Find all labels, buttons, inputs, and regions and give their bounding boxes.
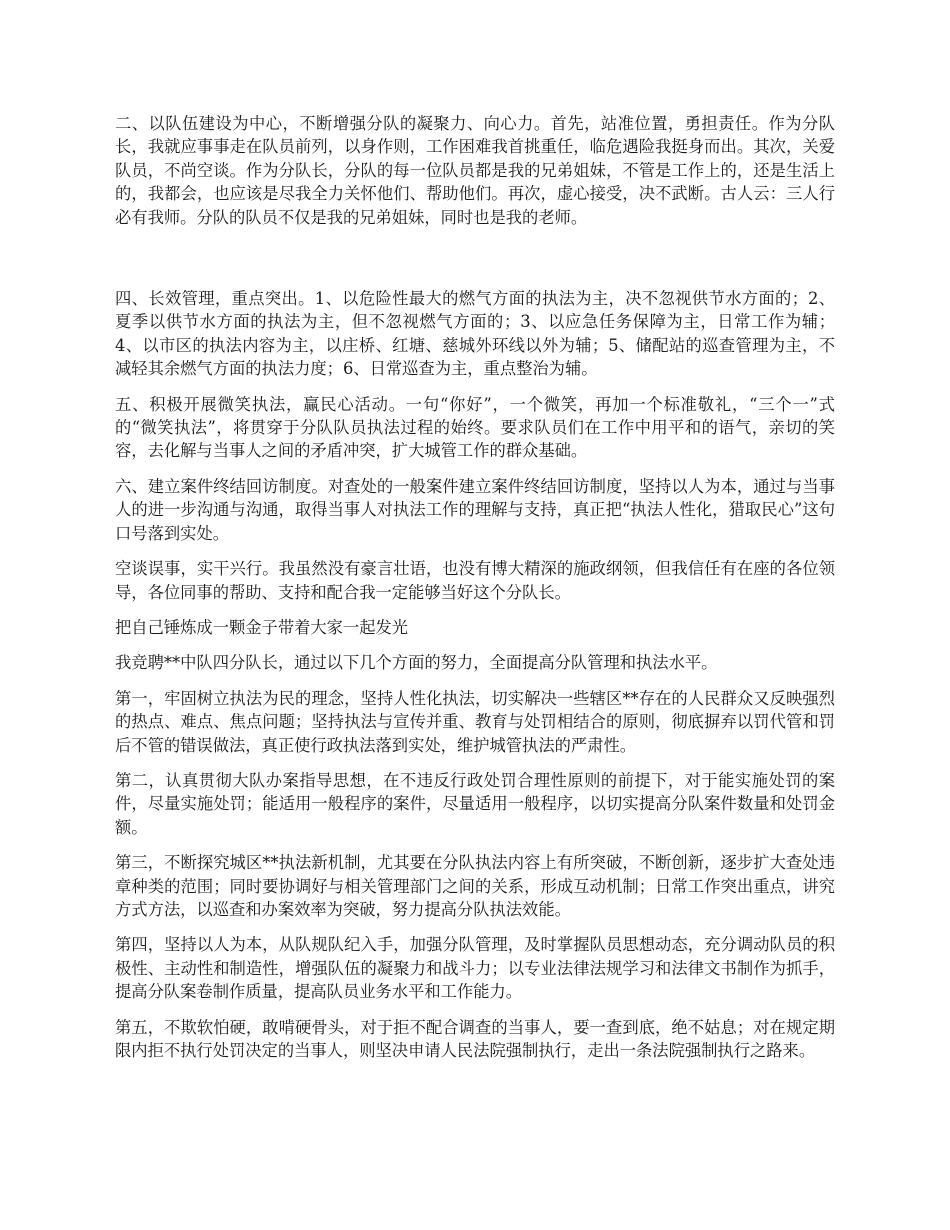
paragraph-second: 第二，认真贯彻大队办案指导思想，在不违反行政处罚合理性原则的前提下，对于能实施处罚的案件，尽量实施处罚；能适用一般程序的案件，尽量适用一般程序，以切实提高分队案件数量和处罚金额。 (115, 770, 835, 837)
paragraph-closing-remarks: 空谈误事，实干兴行。我虽然没有豪言壮语，也没有博大精深的施政纲领，但我信任有在座的各位领导，各位同事的帮助、支持和配合我一定能够当好这个分队长。 (115, 559, 835, 602)
paragraph-team-building: 二、以队伍建设为中心，不断增强分队的凝聚力、向心力。首先，站准位置，勇担责任。作为分队长，我就应事事走在队员前列，以身作则，工作困难我首挑重任，临危遇险我挺身而出。其次，关爱队员，不尚空谈。作为分队长，分队的每一位队员都是我的兄弟姐妹，不管是工作上的，还是生活上的，我都会，也应该是尽我全力关怀他们、帮助他们。再次，虚心接受，决不武断。古人云：三人行必有我师。分队的队员不仅是我的兄弟姐妹，同时也是我的老师。 (115, 114, 835, 227)
paragraph-intro: 我竞聘**中队四分队长，通过以下几个方面的努力，全面提高分队管理和执法水平。 (115, 653, 718, 673)
paragraph-first: 第一，牢固树立执法为民的理念，坚持人性化执法，切实解决一些辖区**存在的人民群众又反映强烈的热点、难点、焦点问题；坚持执法与宣传并重、教育与处罚相结合的原则，彻底摒弃以罚代管和罚后不管的错误做法，真正使行政执法落到实处，维护城管执法的严肃性。 (115, 688, 835, 755)
paragraph-heading: 把自己锤炼成一颗金子带着大家一起发光 (115, 617, 409, 637)
paragraph-fifth: 第五，不欺软怕硬，敢啃硬骨头，对于拒不配合调查的当事人，要一查到底，绝不姑息；对在规定期限内拒不执行处罚决定的当事人，则坚决申请人民法院强制执行，走出一条法院强制执行之路来。 (115, 1017, 835, 1060)
document-body (115, 112, 835, 1074)
paragraph-long-term-management: 四、长效管理，重点突出。1、以危险性最大的燃气方面的执法为主，决不忽视供节水方面的；2、夏季以供节水方面的执法为主，但不忽视燃气方面的；3、以应急任务保障为主，日常工作为辅；4、以市区的执法内容为主，以庄桥、红塘、慈城外环线以外为辅；5、储配站的巡查管理为主，不减轻其余燃气方面的执法力度；6、日常巡查为主，重点整治为辅。 (115, 289, 835, 379)
paragraph-third: 第三，不断探究城区**执法新机制，尤其要在分队执法内容上有所突破，不断创新，逐步扩大查处违章种类的范围；同时要协调好与相关管理部门之间的关系，形成互动机制；日常工作突出重点，讲究方式方法，以巡查和办案效率为突破，努力提高分队执法效能。 (115, 853, 835, 919)
paragraph-case-follow-up: 六、建立案件终结回访制度。对查处的一般案件建立案件终结回访制度，坚持以人为本，通过与当事人的进一步沟通与沟通，取得当事人对执法工作的理解与支持，真正把“执法人性化，猎取民心”这句口号落到实处。 (115, 476, 835, 543)
paragraph-smile-enforcement: 五、积极开展微笑执法，赢民心活动。一句“你好”，一个微笑，再加一个标准敬礼，“三个一”式的“微笑执法”，将贯穿于分队队员执法过程的始终。要求队员们在工作中用平和的语气，亲切的笑容，去化解与当事人之间的矛盾冲突，扩大城管工作的群众基础。 (115, 394, 835, 461)
paragraph-fourth: 第四，坚持以人为本，从队规队纪入手，加强分队管理，及时掌握队员思想动态，充分调动队员的积极性、主动性和制造性，增强队伍的凝聚力和战斗力；以专业法律法规学习和法律文书制作为抓手，提高分队案卷制作质量，提高队员业务水平和工作能力。 (115, 935, 835, 1002)
